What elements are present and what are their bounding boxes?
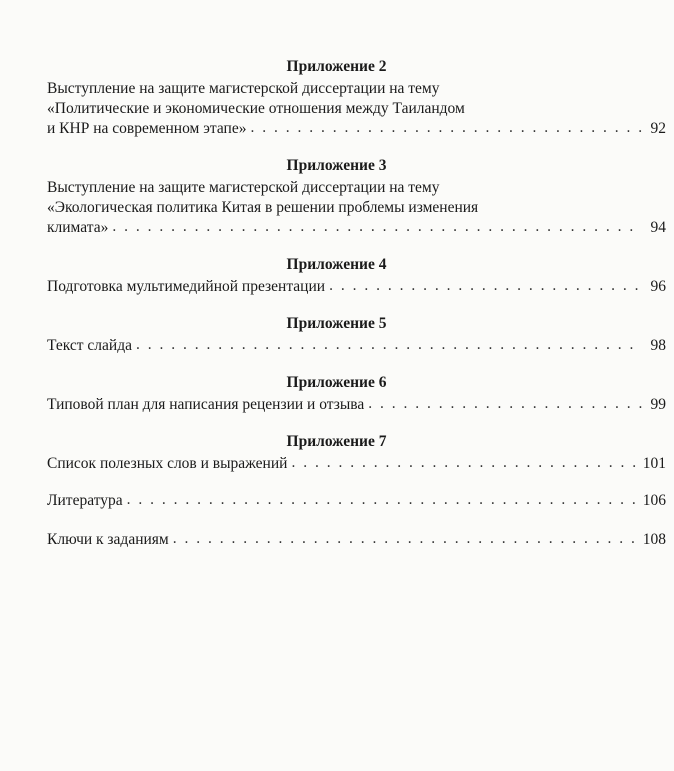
page-number: 106	[642, 492, 666, 509]
entry-title-line: и КНР на современном этапе»	[47, 120, 247, 137]
appendix-heading: Приложение 4	[286, 256, 387, 273]
page-number: 101	[642, 455, 666, 472]
entry-title: Литература	[47, 492, 123, 509]
appendix-heading: Приложение 7	[286, 433, 387, 450]
toc-entry-keys	[47, 530, 666, 550]
entry-last-line	[47, 218, 666, 238]
toc-section-appendix-2	[47, 57, 666, 139]
toc-entry	[47, 277, 666, 297]
dot-leader	[136, 335, 642, 355]
entry-title-line: климата»	[47, 219, 109, 236]
dot-leader	[112, 217, 642, 237]
toc-section-appendix-5	[47, 314, 666, 356]
table-of-contents	[47, 57, 666, 569]
toc-section-appendix-7	[47, 432, 666, 474]
entry-title-line: «Политические и экономические отношения между Таиландом	[47, 100, 465, 117]
page-number: 108	[642, 531, 666, 548]
dot-leader	[368, 394, 642, 414]
appendix-heading: Приложение 3	[286, 157, 387, 174]
toc-entry	[47, 79, 666, 139]
dot-leader	[291, 453, 638, 473]
entry-title-line: Выступление на защите магистерской диссертации на тему	[47, 179, 440, 196]
entry-title: Ключи к заданиям	[47, 531, 169, 548]
dot-leader	[250, 118, 642, 138]
appendix-heading: Приложение 5	[286, 315, 387, 332]
appendix-heading: Приложение 6	[286, 374, 387, 391]
entry-title: Текст слайда	[47, 337, 132, 354]
toc-entry	[47, 395, 666, 415]
entry-title: Типовой план для написания рецензии и отзыва	[47, 396, 365, 413]
page-number: 99	[650, 396, 666, 413]
toc-entry	[47, 336, 666, 356]
page-number: 94	[650, 219, 666, 236]
toc-entry	[47, 454, 666, 474]
toc-entry-literature	[47, 491, 666, 511]
page-number: 92	[650, 120, 666, 137]
entry-title: Список полезных слов и выражений	[47, 455, 288, 472]
page-number: 98	[650, 337, 666, 354]
toc-section-appendix-3	[47, 156, 666, 238]
toc-section-appendix-6	[47, 373, 666, 415]
dot-leader	[329, 276, 642, 296]
toc-section-appendix-4	[47, 255, 666, 297]
page-number: 96	[650, 278, 666, 295]
dot-leader	[173, 529, 639, 549]
entry-last-line	[47, 119, 666, 139]
toc-entry	[47, 178, 666, 238]
appendix-heading: Приложение 2	[286, 58, 387, 75]
entry-title-line: Выступление на защите магистерской диссертации на тему	[47, 80, 440, 97]
dot-leader	[127, 490, 639, 510]
entry-title-line: «Экологическая политика Китая в решении проблемы изменения	[47, 199, 479, 216]
entry-title: Подготовка мультимедийной презентации	[47, 278, 326, 295]
